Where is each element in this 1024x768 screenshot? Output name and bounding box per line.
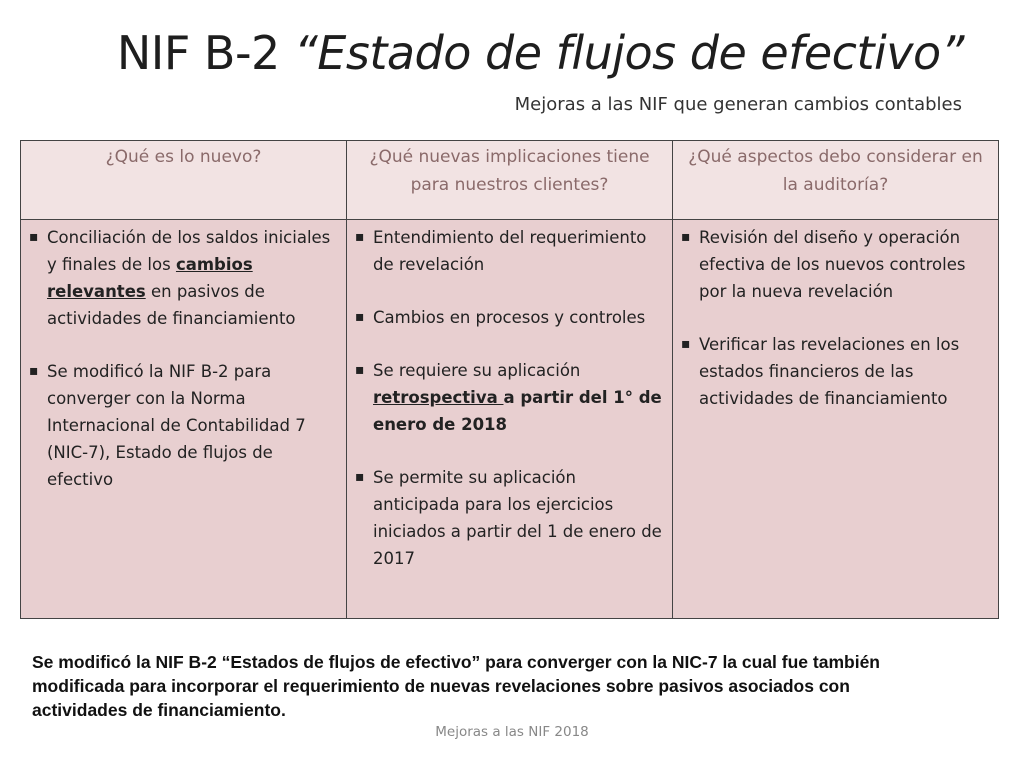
header-audit-aspects: ¿Qué aspectos debo considerar en la auditoría? <box>673 141 999 220</box>
item-text: Se modificó la NIF B-2 para converger con la Norma Internacional de Contabilidad 7 (NIC-7), Estado de flujos de efectivo <box>47 362 306 489</box>
list-item <box>353 304 666 331</box>
list-item <box>353 464 666 572</box>
list-audit-aspects <box>679 224 992 412</box>
list-item <box>679 224 992 305</box>
table-header-row <box>21 141 999 220</box>
list-item <box>27 358 340 493</box>
comparison-table <box>20 140 999 619</box>
list-item <box>353 357 666 438</box>
item-text: Entendimiento del requerimiento de revelación <box>373 228 647 274</box>
item-text: Cambios en procesos y controles <box>373 308 646 327</box>
item-text: Se requiere su aplicación <box>373 361 581 380</box>
header-whats-new: ¿Qué es lo nuevo? <box>21 141 347 220</box>
header-client-implications: ¿Qué nuevas implicaciones tiene para nuestros clientes? <box>347 141 673 220</box>
item-text: Se permite su aplicación anticipada para los ejercicios iniciados a partir del 1 de enero de 2017 <box>373 468 662 568</box>
item-text: Verificar las revelaciones en los estados financieros de las actividades de financiamiento <box>699 335 960 408</box>
cell-whats-new <box>21 220 347 619</box>
slide-footer: Mejoras a las NIF 2018 <box>435 724 589 740</box>
item-text: Revisión del diseño y operación efectiva de los nuevos controles por la nueva revelación <box>699 228 966 301</box>
title-italic: “Estado de flujos de efectivo” <box>293 26 964 80</box>
cell-audit-aspects <box>673 220 999 619</box>
slide-subtitle: Mejoras a las NIF que generan cambios contables <box>514 94 962 115</box>
item-text: Conciliación de los saldos iniciales y finales de los <box>47 228 331 274</box>
slide-title <box>0 26 964 80</box>
cell-client-implications <box>347 220 673 619</box>
table-body-row <box>21 220 999 619</box>
item-text: en pasivos de actividades de financiamiento <box>47 282 296 328</box>
item-text-bold: a partir del 1° de enero de 2018 <box>373 388 662 434</box>
list-whats-new <box>27 224 340 493</box>
list-item <box>27 224 340 332</box>
summary-note: Se modificó la NIF B-2 “Estados de flujos de efectivo” para converger con la NIC-7 la cual fue también modificada para incorporar el requerimiento de nuevas revelaciones sobre pasivos asociados con actividades de financiamiento. <box>32 652 880 720</box>
list-item <box>353 224 666 278</box>
list-client-implications <box>353 224 666 572</box>
item-text-emphasis: cambios relevantes <box>47 255 253 301</box>
item-text-emphasis: retrospectiva <box>373 388 504 407</box>
list-item <box>679 331 992 412</box>
title-prefix: NIF B-2 <box>116 26 294 80</box>
